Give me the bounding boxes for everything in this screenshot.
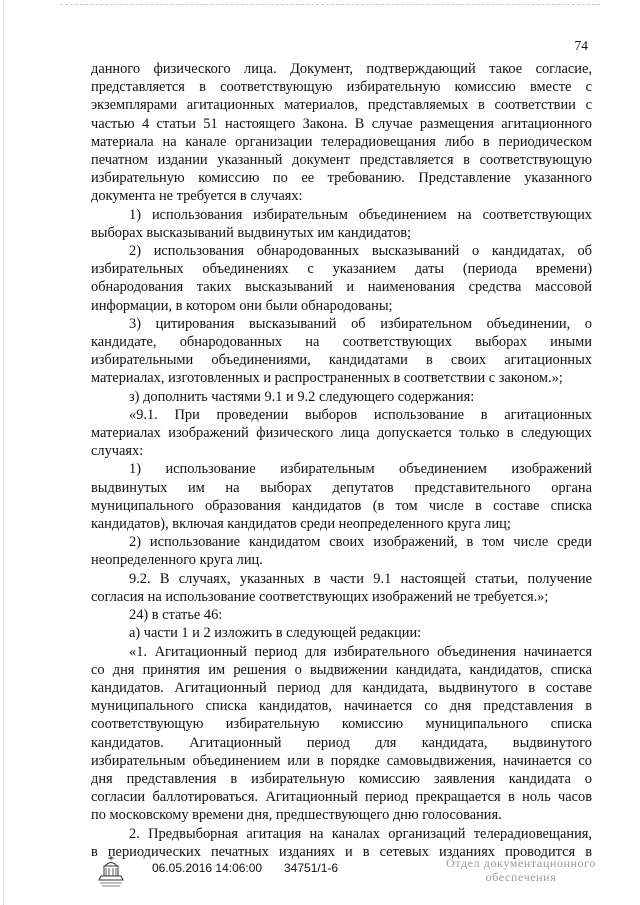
text-line: согласия на использование соответствующих изображений не требуется.»;	[91, 588, 549, 605]
text-line: выдвинутых им на выборах депутатов представительного органа	[91, 479, 592, 496]
stamp-line-2: обеспечения	[485, 870, 557, 884]
text-line: а) части 1 и 2 изложить в следующей редакции:	[129, 625, 422, 642]
text-line: избирательных объединениях с указанием даты (периода времени)	[91, 261, 592, 278]
text-line: избирательную комиссию по ее требованию. Представление указанного	[91, 170, 592, 187]
text-line: обнародования таких высказываний и наименования средства массовой	[91, 279, 592, 296]
text-line: частью 4 статьи 51 настоящего Закона. В случае размещения агитационного	[91, 115, 592, 132]
scan-artifact-top	[60, 4, 600, 6]
text-line: материалах изображений физического лица допускается только в следующих	[91, 425, 592, 442]
text-line: 9.2. В случаях, указанных в части 9.1 настоящей статьи, получение	[129, 570, 592, 587]
emblem-icon	[96, 854, 126, 888]
text-line: материала на канале организации телерадиовещания либо в периодическом	[91, 133, 592, 150]
text-line: согласии баллотироваться. Агитационный период прекращается в ноль часов	[91, 789, 592, 806]
text-line: муниципального образования кандидатов (в том числе в составе списка	[91, 497, 592, 514]
text-line: 2. Предвыборная агитация на каналах организаций телерадиовещания,	[129, 825, 592, 842]
footer-datetime: 06.05.2016 14:06:00	[152, 861, 263, 875]
department-stamp	[446, 856, 596, 884]
page-number: 74	[574, 38, 588, 53]
text-line: материалах, изготовленных и распространенных в соответствии с законом.»;	[91, 370, 563, 387]
text-line: 2) использования обнародованных высказываний о кандидатах, об	[129, 243, 592, 260]
page-footer	[0, 854, 640, 894]
text-line: документа не требуется в случаях:	[91, 188, 303, 205]
text-line: избирательным объединением или в порядке самовыдвижения, начинается со	[91, 752, 592, 769]
stamp-line-1: Отдел документационного	[446, 856, 596, 870]
text-line: «9.1. При проведении выборов использование в агитационных	[129, 406, 592, 423]
text-line: данного физического лица. Документ, подтверждающий такое согласие,	[91, 61, 592, 77]
text-line: информации, в котором они были обнародованы;	[91, 297, 393, 314]
text-line: соответствующую избирательную комиссию муниципального списка	[91, 716, 592, 733]
text-line: со дня принятия им решения о выдвижении кандидата, кандидатов, списка	[91, 661, 592, 678]
text-line: муниципального списка кандидатов, начинается со дня представления в	[91, 698, 592, 715]
text-line: печатном издании указанный документ представляется в соответствующую	[91, 152, 592, 169]
text-line: неопределенного круга лиц.	[91, 552, 263, 569]
text-line: 2) использование кандидатом своих изображений, в том числе среди	[129, 534, 592, 551]
footer-document-code: 34751/1-6	[284, 861, 339, 875]
text-line: кандидатов. Агитационный период для кандидата, выдвинутого в составе	[91, 679, 592, 696]
text-line: выборах высказываний выдвинутых им кандидатов;	[91, 224, 412, 241]
text-line: з) дополнить частями 9.1 и 9.2 следующего содержания:	[129, 388, 475, 405]
scan-artifact-left	[3, 0, 5, 905]
text-line: 3) цитирования высказываний об избирательном объединении, о	[129, 315, 592, 332]
text-line: экземплярами агитационных материалов, представляемых в соответствии с	[91, 97, 592, 114]
text-line: «1. Агитационный период для избирательного объединения начинается	[129, 643, 592, 660]
text-line: представляется в соответствующую избирательную комиссию вместе с	[91, 79, 592, 96]
text-line: 1) использование избирательным объединением изображений	[129, 461, 592, 478]
text-line: кандидате, обнародованных на соответствующих выборах иными	[91, 334, 592, 351]
text-line: по московскому времени дня, предшествующего дню голосования.	[91, 807, 502, 824]
text-line: 1) использования избирательным объединением на соответствующих	[129, 206, 592, 223]
document-body	[91, 60, 592, 861]
text-line: 24) в статье 46:	[129, 607, 223, 624]
text-line: случаях:	[91, 443, 144, 460]
text-line: дня представления в избирательную комиссию заявления кандидата о	[91, 770, 592, 787]
text-line: в периодических печатных изданиях и в сетевых изданиях проводится в	[91, 843, 592, 860]
text-line: кандидатов. Агитационный период для кандидата, выдвинутого	[91, 734, 592, 751]
text-line: избирательными объединениями, кандидатами в своих агитационных	[91, 352, 592, 369]
text-line: кандидатов), включая кандидатов среди неопределенного круга лиц;	[91, 516, 511, 533]
